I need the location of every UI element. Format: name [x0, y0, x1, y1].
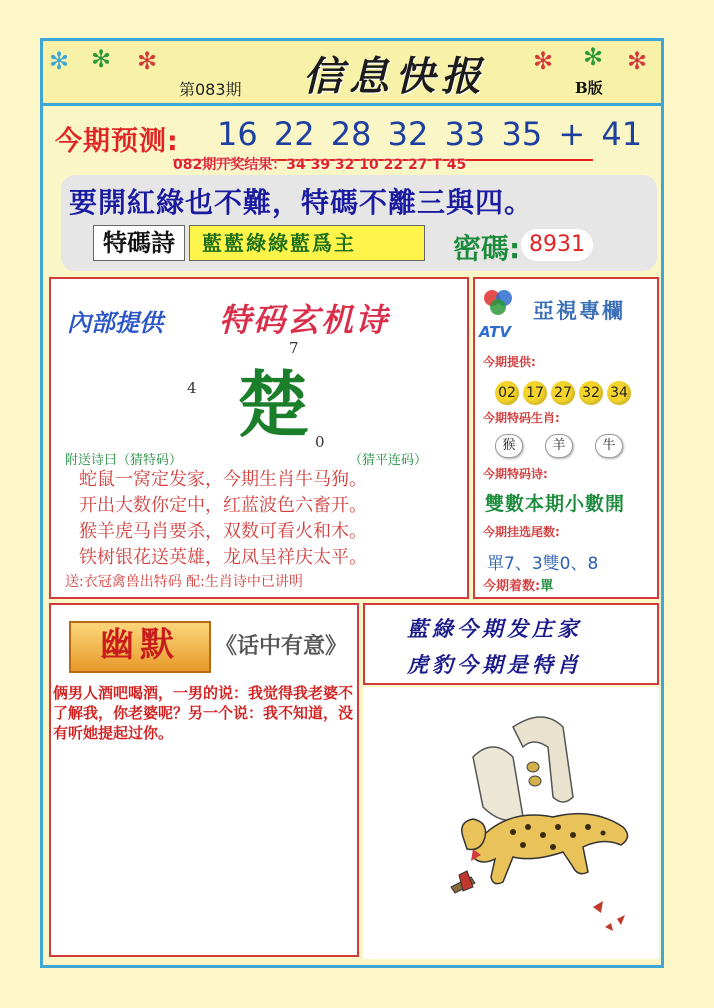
verse-list: [79, 467, 459, 571]
atv-logo-icon: [479, 287, 517, 317]
verse-footer: 送:衣冠禽兽出特码 配:生肖诗中已讲明: [65, 574, 303, 590]
leopard-illustration: [363, 687, 659, 959]
atv-text: ATV: [479, 323, 512, 341]
attach-label: 附送诗曰（猜特码）: [65, 453, 183, 468]
flower-icon: ✻: [533, 47, 554, 75]
divider: [43, 103, 661, 106]
provide-label: 今期提供:: [483, 355, 536, 369]
joke-badge: 幽默: [69, 621, 211, 673]
issue-number: 第083期: [179, 80, 242, 99]
zodiac-label: 今期特码生肖:: [483, 411, 560, 425]
password-value: 8931: [521, 229, 593, 261]
look-row: [483, 575, 553, 594]
tail-label: 今期挂选尾数:: [483, 525, 560, 539]
joke-heading: 《话中有意》: [215, 634, 348, 659]
joke-text: 俩男人酒吧喝酒，一男的说：我觉得我老婆不了解我，你老婆呢？另一个说：我不知道，没有听她提起过你。: [53, 684, 354, 742]
flower-icon: ✻: [137, 47, 158, 75]
internal-label: 內部提供: [67, 309, 163, 337]
number-ball: 27: [551, 381, 575, 405]
number-ball: 34: [607, 381, 631, 405]
hint-number: 0: [315, 433, 325, 451]
riddle-character: 楚: [237, 362, 310, 447]
hint-number: 4: [187, 379, 197, 397]
zodiac-badge: 猴: [495, 434, 523, 458]
newsletter-frame: [40, 38, 664, 968]
flower-icon: ✻: [627, 47, 648, 75]
number-ball: 17: [523, 381, 547, 405]
look-value: 單: [540, 579, 554, 594]
password-label: 密碼:: [453, 232, 521, 265]
last-result: 082期开奖结果：34 39 32 10 22 27 T 45: [173, 157, 467, 173]
special-poem: 雙數本期小數開: [485, 493, 626, 515]
slogan: 要開紅綠也不難，特碼不離三與四。: [69, 186, 534, 219]
panel-heading: 特码玄机诗: [219, 301, 390, 339]
verse-line: 蛇鼠一窝定发家，今期生肖牛马狗。: [79, 469, 367, 490]
verse-line: 猴羊虎马肖要杀，双数可看火和木。: [79, 521, 367, 542]
hint-number: 7: [289, 339, 299, 357]
flower-icon: ✻: [49, 47, 70, 75]
poem-label: 特碼詩: [93, 225, 185, 261]
number-ball: 32: [579, 381, 603, 405]
attach-label: （猜平连码）: [349, 453, 428, 468]
flower-icon: ✻: [91, 45, 112, 73]
prediction-label: 今期预测:: [55, 126, 179, 157]
panel-title: 亞視專欄: [533, 299, 625, 323]
page-title: 信息快报: [303, 53, 487, 100]
verse-line: 铁树银花送英雄，龙凤呈祥庆太平。: [79, 547, 367, 568]
verse-line: 开出大数你定中，红蓝波色六畜开。: [79, 495, 367, 516]
zodiac-badge: 羊: [545, 434, 573, 458]
prediction-numbers: 16 22 28 32 33 35 + 41: [217, 115, 643, 153]
edition-label: B版: [575, 79, 603, 97]
tip-line: 藍綠今期发庄家: [407, 616, 582, 641]
flower-icon: ✻: [583, 43, 604, 71]
poem-text: 藍藍綠綠藍爲主: [189, 225, 425, 261]
look-label: 今期着数:: [483, 579, 541, 594]
tip-line: 虎豹今期是特肖: [407, 652, 582, 677]
tail-numbers: 單7、3雙0、8: [487, 554, 599, 574]
poem-label: 今期特码诗:: [483, 467, 548, 481]
number-ball: 02: [495, 381, 519, 405]
zodiac-badge: 牛: [595, 434, 623, 458]
